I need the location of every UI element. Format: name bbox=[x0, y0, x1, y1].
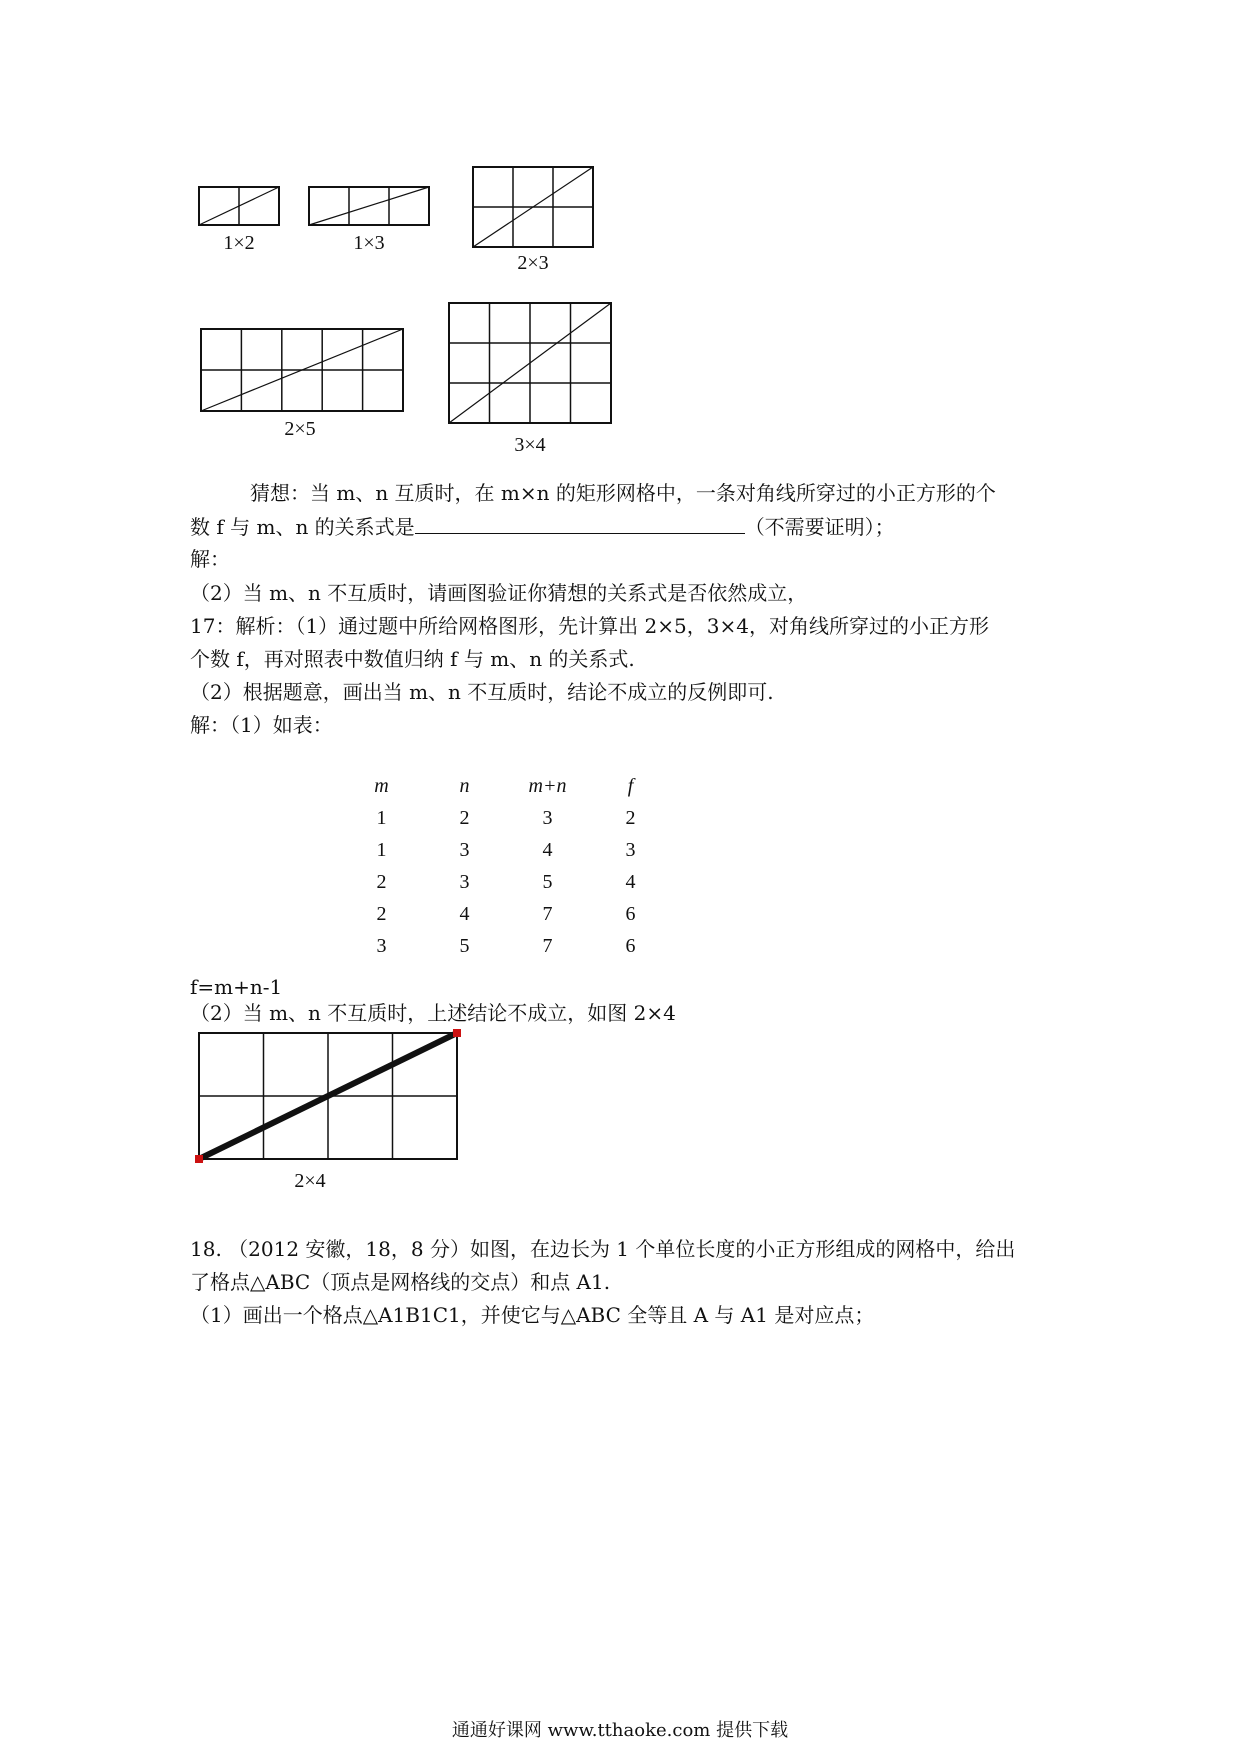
question-18-line-1: 18. （2012 安徽，18，8 分）如图，在边长为 1 个单位长度的小正方形组成的网格中，给出 bbox=[190, 1237, 1016, 1261]
table-cell: 4 bbox=[459, 902, 470, 925]
conjecture-text-2b: （不需要证明）； bbox=[744, 515, 895, 539]
table-header-row bbox=[340, 770, 672, 802]
table-cell: 3 bbox=[625, 838, 636, 861]
table-cell: 4 bbox=[625, 870, 636, 893]
grid-figure-3x4 bbox=[448, 302, 614, 426]
grid-figure-2x3 bbox=[472, 166, 596, 250]
analysis-17-line-3: （2）根据题意，画出当 m、n 不互质时，结论不成立的反例即可. bbox=[190, 680, 774, 704]
conjecture-text-2a: 数 f 与 m、n 的关系式是 bbox=[190, 515, 415, 539]
table-cell: 2 bbox=[625, 806, 636, 829]
table-row bbox=[340, 834, 672, 866]
table-header-f: f bbox=[627, 774, 634, 797]
table-cell: 5 bbox=[459, 934, 470, 957]
question-18-line-2: 了格点△ABC（顶点是网格线的交点）和点 A1. bbox=[190, 1270, 611, 1294]
table-header-n: n bbox=[459, 774, 470, 797]
table-cell: 7 bbox=[542, 934, 553, 957]
mn-f-table bbox=[340, 770, 672, 962]
caption-1x2: 1×2 bbox=[223, 232, 255, 254]
question-18-line-3: （1）画出一个格点△A1B1C1，并使它与△ABC 全等且 A 与 A1 是对应点； bbox=[190, 1303, 875, 1327]
analysis-17-line-1: 17：解析：（1）通过题中所给网格图形，先计算出 2×5，3×4，对角线所穿过的小正方形 bbox=[190, 614, 989, 638]
table-cell: 6 bbox=[625, 934, 636, 957]
table-cell: 3 bbox=[542, 806, 553, 829]
grid-figure-1x2 bbox=[198, 186, 282, 228]
jie-label: 解： bbox=[190, 547, 230, 571]
grid-figure-1x3 bbox=[308, 186, 432, 228]
table-cell: 5 bbox=[542, 870, 553, 893]
caption-2x5: 2×5 bbox=[284, 418, 316, 440]
caption-2x4: 2×4 bbox=[294, 1170, 326, 1192]
conjecture-text-1: 猜想：当 m、n 互质时，在 m×n 的矩形网格中，一条对角线所穿过的小正方形的个 bbox=[250, 481, 996, 505]
table-cell: 2 bbox=[459, 806, 470, 829]
caption-1x3: 1×3 bbox=[353, 232, 385, 254]
question-2-text: （2）当 m、n 不互质时，请画图验证你猜想的关系式是否依然成立， bbox=[190, 581, 808, 605]
table-header-m: m bbox=[374, 774, 389, 797]
caption-2x3: 2×3 bbox=[517, 252, 549, 274]
table-cell: 1 bbox=[376, 806, 387, 829]
answer-2-text: （2）当 m、n 不互质时，上述结论不成立，如图 2×4 bbox=[190, 1001, 676, 1025]
footer-text: 通通好课网 www.tthaoke.com 提供下载 bbox=[451, 1720, 789, 1741]
conjecture-line-1 bbox=[250, 480, 996, 506]
grid-figure-2x5 bbox=[200, 328, 406, 414]
table-row bbox=[340, 930, 672, 962]
answer-blank[interactable] bbox=[415, 513, 745, 534]
table-cell: 6 bbox=[625, 902, 636, 925]
analysis-17-line-4: 解：（1）如表： bbox=[190, 713, 333, 737]
table-header-mn: m+n bbox=[528, 774, 567, 797]
formula-line: f=m+n-1 bbox=[190, 975, 283, 999]
conjecture-line-2 bbox=[190, 513, 895, 540]
table-row bbox=[340, 898, 672, 930]
table-row bbox=[340, 802, 672, 834]
table-cell: 4 bbox=[542, 838, 553, 861]
analysis-17-line-2: 个数 f，再对照表中数值归纳 f 与 m、n 的关系式. bbox=[190, 647, 635, 671]
table-cell: 2 bbox=[376, 902, 387, 925]
table-cell: 3 bbox=[459, 838, 470, 861]
table-row bbox=[340, 866, 672, 898]
caption-3x4: 3×4 bbox=[514, 434, 546, 456]
table-cell: 3 bbox=[376, 934, 387, 957]
table-cell: 2 bbox=[376, 870, 387, 893]
table-cell: 1 bbox=[376, 838, 387, 861]
grid-figure-2x4 bbox=[194, 1028, 464, 1164]
table-cell: 3 bbox=[459, 870, 470, 893]
table-cell: 7 bbox=[542, 902, 553, 925]
